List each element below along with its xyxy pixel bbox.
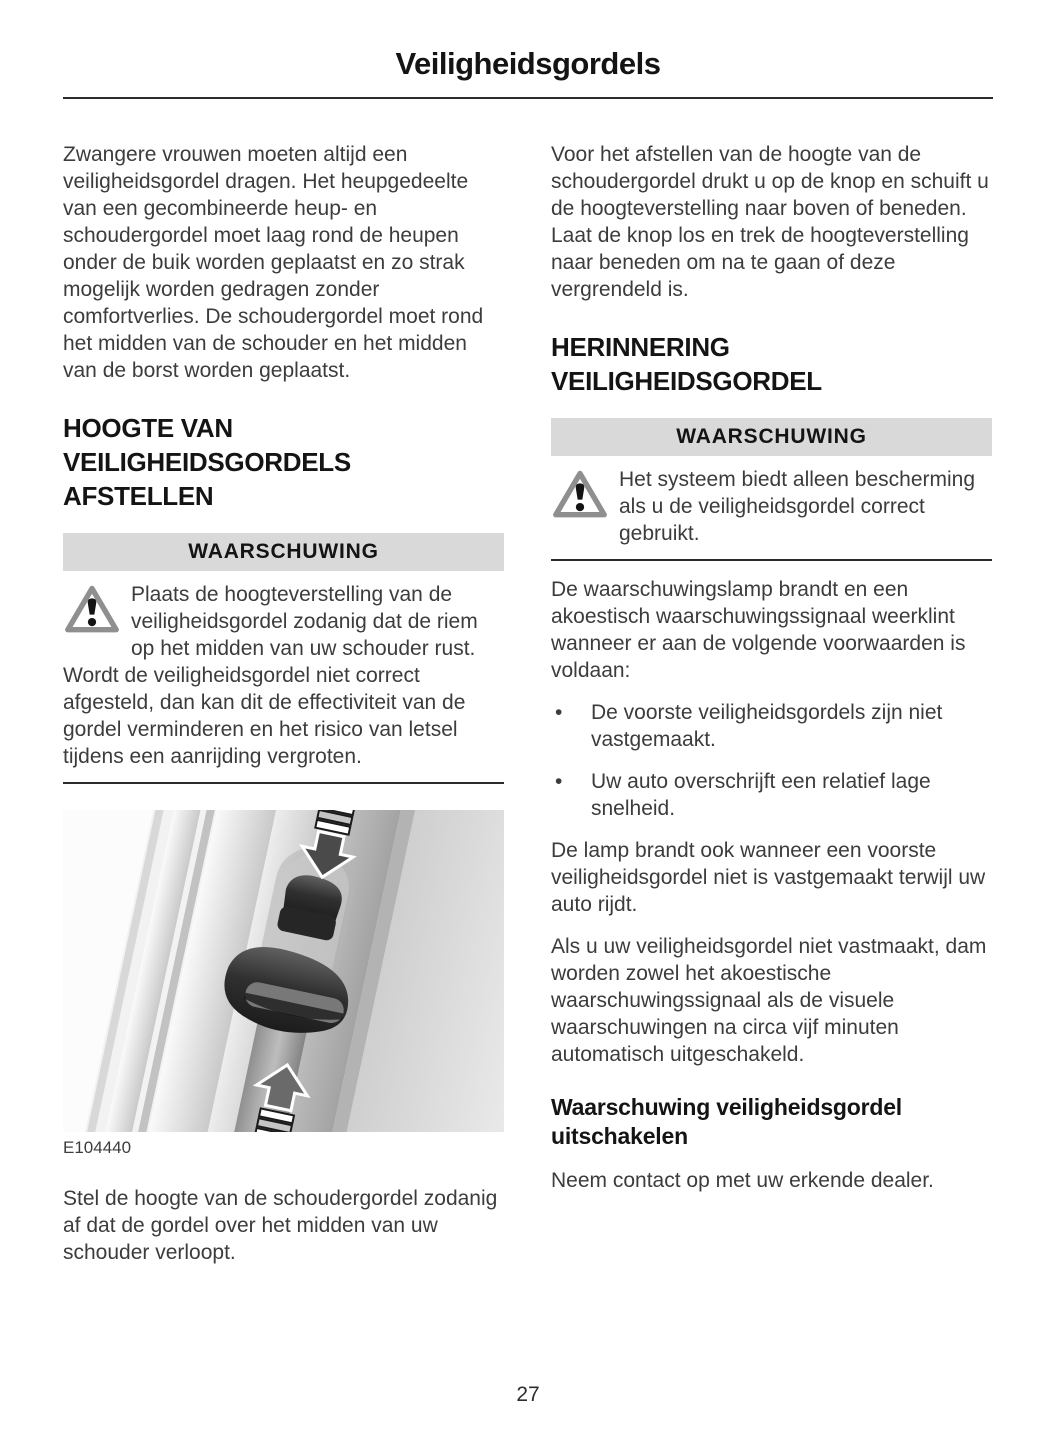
bullet-icon: •: [555, 701, 563, 724]
paragraph-lamp: De lamp brandt ook wanneer een voorste veiligheidsgordel niet is vastgemaakt terwijl uw auto rijdt.: [551, 839, 986, 916]
figure-caption: Stel de hoogte van de schoudergordel zodanig af dat de gordel over het midden van uw schouder verloopt.: [63, 1187, 498, 1264]
warning-paragraph: [63, 581, 504, 784]
page-header: [0, 0, 1056, 99]
list-item: [551, 768, 992, 822]
warning-paragraph: [551, 466, 992, 561]
paragraph-timeout: Als u uw veiligheidsgordel niet vastmaakt, dam worden zowel het akoestische waarschuwingssignaal als de visuele waarschuwingen na circa vijf minuten automatisch uitgeschakeld.: [551, 935, 987, 1066]
warning-triangle-icon: [63, 584, 121, 636]
conditions-list: [551, 699, 992, 822]
page-number: 27: [516, 1383, 540, 1406]
left-column: [63, 141, 504, 1281]
warning-text: Het systeem biedt alleen bescherming als u de veiligheidsgordel correct gebruikt.: [619, 468, 976, 545]
list-item-text: De voorste veiligheidsgordels zijn niet vastgemaakt.: [591, 701, 943, 751]
page-title: Veiligheidsgordels: [395, 46, 661, 81]
paragraph-dealer: Neem contact op met uw erkende dealer.: [551, 1169, 934, 1192]
paragraph-height-adjust: Voor het afstellen van de hoogte van de schoudergordel drukt u op de knop en schuift u de hoogteverstelling naar boven of beneden. Laat de knop los en trek de hoogteverstelling naar beneden om na te gaan of deze vergrendeld is.: [551, 143, 989, 301]
subheading-uitschakelen: Waarschuwing veiligheidsgordel uitschakelen: [551, 1094, 902, 1149]
bullet-icon: •: [555, 770, 563, 793]
figure-label: E104440: [63, 1138, 132, 1157]
warning-banner: WAARSCHUWING: [551, 418, 992, 456]
section-heading-herinnering: HERINNERING VEILIGHEIDSGORDEL: [551, 332, 822, 396]
list-item: [551, 699, 992, 753]
section-heading-hoogte-afstellen: HOOGTE VAN VEILIGHEIDSGORDELS AFSTELLEN: [63, 413, 351, 511]
list-item-text: Uw auto overschrijft een relatief lage snelheid.: [591, 770, 931, 820]
warning-triangle-icon: [551, 469, 609, 521]
figure-seatbelt-height-adjuster: [63, 810, 504, 1161]
right-column: [551, 141, 992, 1281]
warning-banner: WAARSCHUWING: [63, 533, 504, 571]
content-columns: [0, 99, 1056, 1281]
warning-text: Plaats de hoogteverstelling van de veiligheidsgordel zodanig dat de riem op het midden van uw schouder rust. Wordt de veiligheidsgordel niet correct afgesteld, dan kan dit de effectiviteit van de gordel verminderen en het risico van letsel tijdens een aanrijding vergroten.: [63, 583, 478, 768]
seatbelt-adjuster-illustration: [63, 810, 504, 1132]
paragraph-warning-conditions: De waarschuwingslamp brandt en een akoestisch waarschuwingssignaal weerklint wanneer er aan de volgende voorwaarden is voldaan:: [551, 578, 966, 682]
paragraph-pregnant-women: Zwangere vrouwen moeten altijd een veiligheidsgordel dragen. Het heupgedeelte van een gecombineerde heup- en schoudergordel moet laag rond de heupen onder de buik worden geplaatst en zo strak mogelijk worden gedragen zonder comfortverlies. De schoudergordel moet rond het midden van de schouder en het midden van de borst worden geplaatst.: [63, 143, 484, 382]
